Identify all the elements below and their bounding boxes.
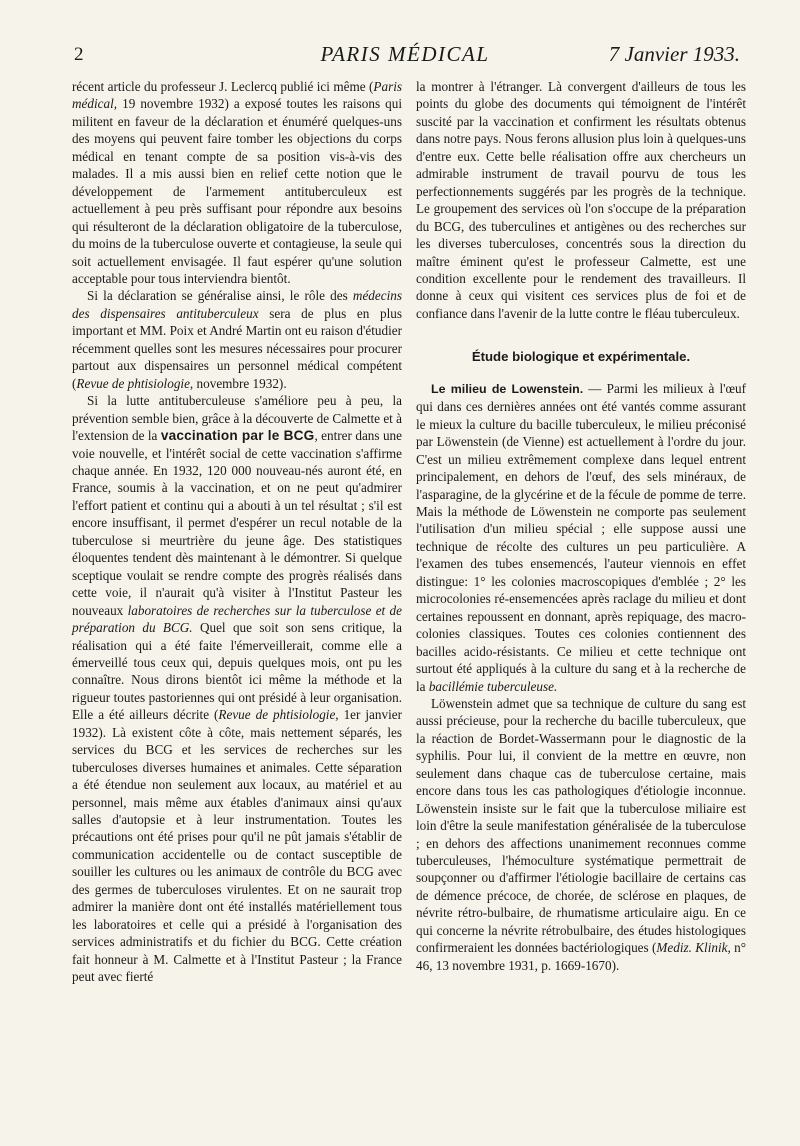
paragraph: Le milieu de Lowenstein. — Parmi les milieux à l'œuf qui dans ces dernières années ont été vantés comme assurant le mieux la culture du bacille tuberculeux, le milieu préconisé par Löwenstein (de Vienne) est actuellement à l'ordre du jour. C'est un milieu extrêmement complexe dans lequel entrent principalement, en dehors de l'œuf, des sels minéraux, de l'asparagine, de la glycérine et de la fécule de pomme de terre. Mais la méthode de Löwenstein ne comporte pas seulement l'utilisation d'un milieu spécial ; elle suppose aussi une technique de récolte des cultures un peu particulière. A l'examen des tubes ensemencés, l'auteur viennois en effet distingue: 1° les colonies macroscopiques d'emblée ; 2° les microcolonies ré-ensemencées après raclage du milieu et dont certaines repoussent en donnant, après repiquage, des macro-colonies classiques. Toutes ces colonies contiennent des bacilles acido-résistants. Ce milieu et cette technique ont surtout été appliqués à la culture du sang et à la recherche de la bacillémie tuberculeuse. (416, 380, 747, 694)
left-column (72, 78, 402, 986)
page-number: 2 (74, 44, 84, 65)
paragraph: Si la lutte antituberculeuse s'améliore peu à peu, la prévention semble bien, grâce à la découverte de Calmette et à l'extension de la vaccination par le BCG, entrer dans une voie nouvelle, et l'intérêt social de cette vaccination s'affirme chaque année. En 1932, 120 000 nouveau-nés auront été, en France, soumis à la vaccination, et on ne peut qu'admirer l'effort patient et continu qui a abouti à un tel résultat ; s'il est encore insuffisant, il permet d'espérer un recul notable de la tuberculose si meurtrière du jeune âge. Des statistiques éloquentes tendent dès maintenant à le démontrer. Si quelque sceptique voulait se rendre compte des progrès réalisés dans cette voie, il n'aurait qu'à visiter à l'Institut Pasteur les nouveaux laboratoires de recherches sur la tuberculose et de préparation du BCG. Quel que soit son sens critique, la réalisation qui a été faite l'émerveillerait, comme elle a émerveillé tous ceux qui, depuis quelques mois, ont pu les connaître. Nous dirons bientôt ici même la méthode et la rigueur toutes pastoriennes qui ont présidé à leur organisation. Elle a été ailleurs décrite (Revue de phtisiologie, 1er janvier 1932). Là existent côte à côte, mais nettement séparés, les services du BCG et les services de recherches sur les tuberculoses diverses humaines et animales. Cette séparation a été étendue non seulement aux locaux, au matériel et au personnel, mais même aux étables d'animaux ainsi qu'aux salles d'autopsie et à leur instrumentation. Toutes les précautions ont été prises pour qu'il ne pût jamais s'établir de communication accidentelle ou de contact susceptible de souiller les cultures ou les animaux de contrôle du BCG avec des germes de tuberculoses virulentes. Et on ne saurait trop admirer la manière dont ont été installés matériellement tous les laboratoires et celle qui a présidé à l'organisation des services administratifs et du fichier du BCG. Cette création fait honneur à M. Calmette et à l'Institut Pasteur ; la France peut avec fierté (72, 393, 403, 985)
issue-date: 7 Janvier 1933. (608, 42, 740, 66)
paragraph-lead: Le milieu de Lowenstein. (431, 381, 584, 396)
section-heading: Étude biologique et expérimentale. (471, 349, 691, 365)
journal-title: PARIS MÉDICAL (320, 42, 490, 66)
paragraph: la montrer à l'étranger. Là convergent d'ailleurs de tous les points du globe des documents qui témoignent de l'intérêt suscité par la vaccination et confirment les résultats obtenus dans notre pays. Nous ferons allusion plus loin à quelques-uns d'entre eux. Cette belle réalisation offre aux chercheurs un admirable instrument de travail pourvu de tous les perfectionnements suggérés par les progrès de la technique. Le groupement des services où l'on s'occupe de la préparation du BCG, des tuberculines et antigènes ou des recherches sur les diverses tuberculoses, concentrés sous la direction du maître éminent qu'est le professeur Calmette, est une condition excellente pour le rendement des travailleurs. Il donne à ceux qui visitent ces services plus de foi et de confiance dans l'avenir de la lutte contre le fléau tuberculeux. (416, 79, 746, 321)
paragraph: Si la déclaration se généralise ainsi, le rôle des médecins des dispensaires antituberculeux sera de plus en plus important et MM. Poix et André Martin ont eu raison d'étudier récemment quelles sont les mesures nécessaires pour procurer partout aux dispensaires un personnel médical compétent (Revue de phtisiologie, novembre 1932). (72, 288, 402, 391)
paragraph: Löwenstein admet que sa technique de culture du sang est aussi précieuse, pour la recherche du bacille tuberculeux, que la réaction de Bordet-Wassermann pour le diagnostic de la syphilis. Pour lui, il convient de la mettre en œuvre, non seulement dans chaque cas de tuberculose certaine, mais encore dans tous les cas pathologiques d'étiologie inconnue. Löwenstein insiste sur le fait que la tuberculose miliaire est loin d'être la seule manifestation généralisée de la tuberculose ; en dehors des affections unanimement reconnues comme tuberculeuses, l'hémoculture systématique permettrait de soupçonner ou d'affirmer l'étiologie bacillaire de certains cas de démence précoce, de chorée, de sclérose en plaques, de névrite rétro-bulbaire, de rhumatisme articulaire aigu. En ce qui concerne la névrite rétrobulbaire, des études histologiques confirmeraient les données bactériologiques (Mediz. Klinik, n° 46, 13 novembre 1931, p. 1669-1670). (416, 695, 747, 973)
right-column (416, 78, 746, 974)
running-header (70, 40, 740, 72)
paragraph: récent article du professeur J. Leclercq publié ici même (Paris médical, 19 novembre 1932) a exposé toutes les raisons qui militent en faveur de la déclaration et énuméré quelques-uns des moyens qui peuvent faire tomber les objections du corps médical en tenant compte de sa position vis-à-vis des malades. Il a mis aussi bien en relief cette notion que le développement de l'armement antituberculeux est actuellement à peu près suffisant pour répondre aux besoins qui résulteront de la déclaration obligatoire de la tuberculose, du moins de la tuberculose ouverte et contagieuse, la seule qui soit actuellement envisagée. Il faut espérer qu'une solution acceptable pour tous interviendra bientôt. (72, 79, 402, 286)
emphasis-vaccination: vaccination par le BCG (160, 428, 315, 444)
